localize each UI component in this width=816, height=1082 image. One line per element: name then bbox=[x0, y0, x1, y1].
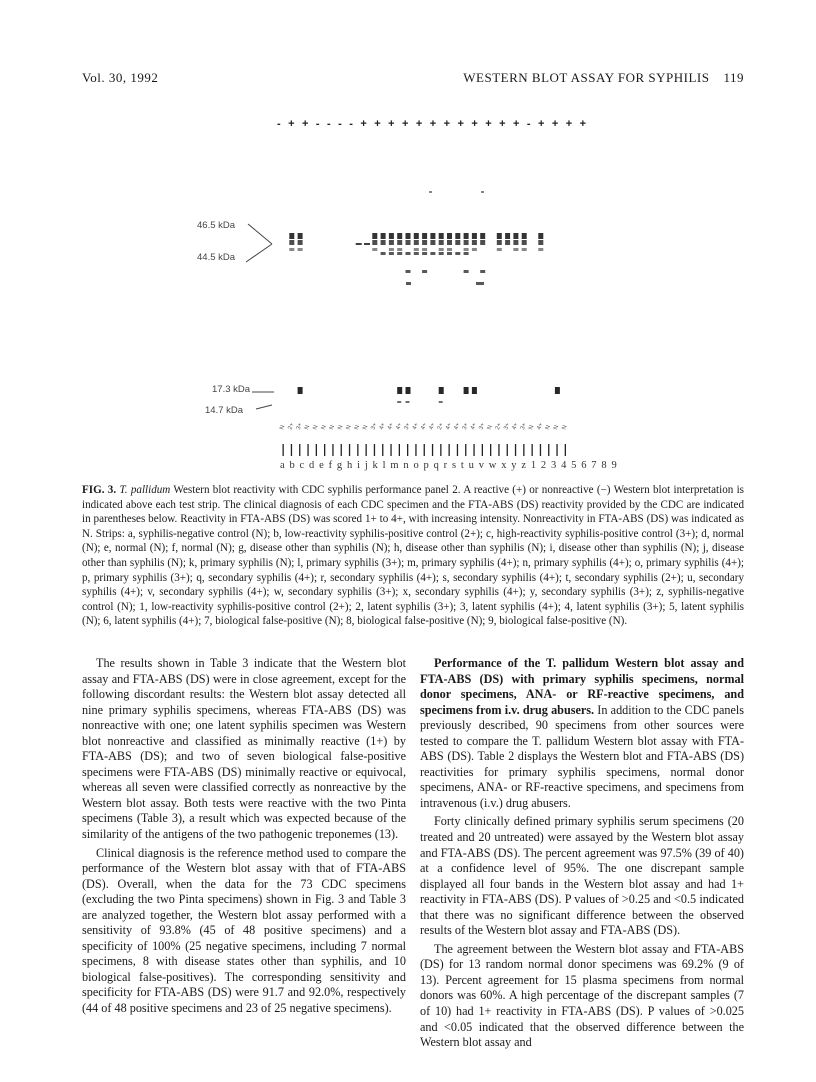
mw-label-46: 46.5 kDa bbox=[197, 220, 236, 231]
blot-band bbox=[538, 233, 543, 239]
strip-tick bbox=[374, 444, 375, 456]
blot-band bbox=[522, 240, 527, 245]
strip-tick bbox=[556, 444, 557, 456]
blot-band bbox=[298, 233, 303, 239]
blot-band bbox=[422, 270, 427, 273]
strip-reactivity-label: N bbox=[486, 424, 494, 431]
strip-reactivity-label: N bbox=[544, 424, 552, 431]
blot-band bbox=[497, 248, 502, 251]
strip-tick bbox=[307, 444, 308, 456]
strip-ticks bbox=[283, 444, 567, 456]
right-paragraph-3: The agreement between the Western blot assay and FTA-ABS (DS) for 13 random normal donor specimens was 69.2% (9 of 13). Percent agreement for 15 plasma specimens from normal donors was 60%. A high percentage of the discrepant samples (7 of 10) had 1+ reactivity in FTA-ABS (DS). P values of >0.025 and <0.05 indicated that the observed difference between the Western blot assay and bbox=[420, 941, 744, 1050]
strip-tick bbox=[357, 444, 358, 456]
mw-label-14: 14.7 kDa bbox=[205, 405, 244, 416]
strip-tick bbox=[366, 444, 367, 456]
blot-band bbox=[289, 240, 294, 245]
blot-band bbox=[481, 191, 484, 193]
blot-band bbox=[372, 240, 377, 245]
strip-reactivity-label: 4+ bbox=[387, 422, 396, 431]
blot-band bbox=[480, 233, 485, 239]
blot-band bbox=[372, 248, 377, 251]
blot-band bbox=[472, 248, 477, 251]
blot-band bbox=[298, 387, 303, 394]
strip-tick bbox=[440, 444, 441, 456]
strip-reactivity-label: 4+ bbox=[420, 422, 429, 431]
blot-band bbox=[555, 387, 560, 394]
blot-band bbox=[439, 240, 444, 245]
blot-band bbox=[476, 282, 484, 285]
strip-reactivity-label: 4+ bbox=[445, 422, 454, 431]
strip-tick bbox=[507, 444, 508, 456]
blot-band bbox=[513, 233, 518, 239]
blot-band bbox=[422, 240, 427, 245]
section-intro-text: In addition to the CDC panels previously described, 90 specimens from other sources were tested to compare the T. pallidum Western blot assay with FTA-ABS (DS). Table 2 displays the Western blot and FTA-ABS (DS) reactivities for primary syphilis specimens, normal donor specimens, ANA- or RF-reactive specimens, and specimens from intravenous (i.v.) drug abusers. bbox=[420, 702, 744, 810]
blot-band bbox=[464, 270, 469, 273]
blot-band bbox=[447, 240, 452, 245]
strip-tick bbox=[390, 444, 391, 456]
blot-band bbox=[513, 248, 518, 251]
blot-band bbox=[397, 233, 402, 239]
blot-band bbox=[538, 240, 543, 245]
blot-band bbox=[447, 248, 452, 251]
right-paragraph-2: Forty clinically defined primary syphilis serum specimens (20 treated and 20 untreated) were assayed by the Western blot assay and FTA-ABS (DS). The percent agreement was 97.5% (39 of 40) at a confidence level of 95%. The one discrepant sample displayed all four bands in the Western blot assay and had 1+ reactivity in FTA-ABS (DS). P values of >0.25 and <0.5 indicated that there was no significant difference between the observed results of the Western blot assay and FTA-ABS (DS). bbox=[420, 814, 744, 938]
blot-band bbox=[406, 387, 411, 394]
blot-band bbox=[406, 270, 411, 273]
blot-band bbox=[464, 252, 469, 255]
mw-pointer-lines-upper bbox=[246, 224, 272, 262]
strip-tick bbox=[399, 444, 400, 456]
strip-tick bbox=[565, 444, 566, 456]
strip-reactivity-label: 4+ bbox=[412, 422, 421, 431]
blot-band bbox=[289, 248, 294, 251]
strip-reactivity-label: 4+ bbox=[378, 422, 387, 431]
blot-band bbox=[397, 240, 402, 245]
blot-band bbox=[397, 248, 402, 251]
strip-tick bbox=[283, 444, 284, 456]
left-paragraph-1: The results shown in Table 3 indicate that the Western blot assay and FTA-ABS (DS) were in close agreement, except for the following discordant results: the Western blot assay detected all nine primary syphilis specimens, whereas FTA-ABS (DS) was nonreactive with one; one latent syphilis specimen was Western blot nonreactive and classified as minimally reactive (1+) by FTA-ABS (DS); and two of seven biological false-positive specimens were FTA-ABS (DS) minimally reactive or equivocal, whereas all seven were classified correctly as nonreactive by the Western blot assay. Both tests were reactive with the two Pinta specimens (Table 3), a result which was expected because of the similarity of the antigens of the two pathogenic treponemes (13). bbox=[82, 656, 406, 842]
journal-volume: Vol. 30, 1992 bbox=[82, 70, 159, 85]
strip-reactivity-label: N bbox=[528, 424, 536, 431]
blot-band bbox=[381, 233, 386, 239]
strip-tick bbox=[407, 444, 408, 456]
right-paragraph-1 bbox=[420, 656, 744, 811]
strip-reactivity-label: N bbox=[362, 424, 370, 431]
blot-band bbox=[497, 233, 502, 239]
blot-band bbox=[397, 387, 402, 394]
blot-band bbox=[389, 252, 394, 255]
strip-reactivity-label: 4+ bbox=[470, 422, 479, 431]
strip-reactivity-label: 4+ bbox=[428, 422, 437, 431]
strip-reactivity-label: 2+ bbox=[495, 422, 504, 431]
blot-band bbox=[472, 240, 477, 245]
strip-tick bbox=[465, 444, 466, 456]
blot-band bbox=[422, 233, 427, 239]
blot-band bbox=[289, 233, 294, 239]
strip-tick bbox=[540, 444, 541, 456]
strip-tick bbox=[332, 444, 333, 456]
blot-band bbox=[430, 252, 435, 255]
strip-reactivity-label: N bbox=[312, 424, 320, 431]
blot-band bbox=[439, 387, 444, 394]
strip-tick bbox=[291, 444, 292, 456]
blot-band bbox=[455, 252, 460, 255]
blot-band bbox=[480, 240, 485, 245]
running-title: WESTERN BLOT ASSAY FOR SYPHILIS bbox=[463, 70, 710, 85]
caption-species: T. pallidum bbox=[119, 484, 171, 496]
section-heading: Performance of the T. pallidum Western blot assay and FTA-ABS (DS) with primary syphilis specimens, normal donor specimens, ANA- or RF-reactive specimens, and specimens from i.v. drug abusers. bbox=[420, 656, 744, 717]
blot-band bbox=[455, 240, 460, 245]
blot-band bbox=[397, 252, 402, 255]
blot-band bbox=[298, 240, 303, 245]
strip-tick bbox=[299, 444, 300, 456]
blot-band bbox=[389, 233, 394, 239]
blot-band bbox=[439, 252, 444, 255]
blot-band bbox=[430, 240, 435, 245]
blot-band bbox=[397, 401, 401, 403]
caption-text: Western blot reactivity with CDC syphilis performance panel 2. A reactive (+) or nonreactive (−) Western blot interpretation is indicated above each test strip. The clinical diagnosis of each CDC specimen and the FTA-ABS (DS) reactivity provided by the CDC are indicated in parentheses below. Reactivity in FTA-ABS (DS) was scored 1+ to 4+, with increasing intensity. Nonreactivity in FTA-ABS (DS) was indicated as N. Strips: a, syphilis-negative control (N); b, low-reactivity syphilis-positive control (2+); c, high-reactivity syphilis-positive control (3+); d, normal (N); e, normal (N); f, normal (N); g, disease other than syphilis (N); h, disease other than syphilis (N); i, disease other than syphilis (N); j, disease other than syphilis (N); k, primary syphilis (N); l, primary syphilis (3+); m, primary syphilis (4+); n, primary syphilis (4+); o, primary syphilis (4+); p, primary syphilis (3+); q, secondary syphilis (4+); r, secondary syphilis (4+); s, secondary syphilis (4+); t, secondary syphilis (2+); u, secondary syphilis (4+); v, secondary syphilis (4+); w, secondary syphilis (3+); x, secondary syphilis (4+); y, secondary syphilis (3+); z, syphilis-negative control (N); 1, low-reactivity syphilis-positive control (2+); 2, latent syphilis (3+); 3, latent syphilis (4+); 4, latent syphilis (3+); 5, latent syphilis (N); 6, latent syphilis (4+); 7, biological false-positive (N); 8, biological false-positive (N); 9, biological false-positive (N). bbox=[82, 484, 744, 628]
left-column bbox=[82, 656, 406, 1017]
strip-reactivity-label: 3+ bbox=[519, 422, 528, 431]
strip-tick bbox=[349, 444, 350, 456]
strip-tick bbox=[482, 444, 483, 456]
blot-band bbox=[372, 233, 377, 239]
strip-letters: a b c d e f g h i j k l m n o p q r s t u v w x y z 1 2 3 4 5 6 7 8 9 bbox=[280, 460, 618, 471]
strip-reactivity-label: N bbox=[329, 424, 337, 431]
reactivity-marks: - + + - - - - + + + + + + + + + + + + - + + + + bbox=[277, 118, 589, 130]
blot-band bbox=[480, 270, 485, 273]
blot-band bbox=[455, 233, 460, 239]
mw-label-44: 44.5 kDa bbox=[197, 252, 236, 263]
mw-pointer-lines-lower bbox=[252, 392, 274, 409]
strip-reactivity-label: 4+ bbox=[511, 422, 520, 431]
blot-band bbox=[356, 243, 362, 245]
blot-band bbox=[406, 282, 411, 285]
blot-band bbox=[439, 248, 444, 251]
blot-band bbox=[381, 240, 386, 245]
blot-band bbox=[414, 240, 419, 245]
strip-tick bbox=[415, 444, 416, 456]
blot-band bbox=[406, 233, 411, 239]
strip-reactivity-label: N bbox=[337, 424, 345, 431]
mw-label-17: 17.3 kDa bbox=[212, 384, 251, 395]
strip-reactivity-labels bbox=[279, 422, 568, 431]
blot-band bbox=[464, 233, 469, 239]
blot-band bbox=[522, 248, 527, 251]
strip-tick bbox=[515, 444, 516, 456]
caption-label: FIG. 3. bbox=[82, 484, 117, 496]
strip-reactivity-label: 3+ bbox=[403, 422, 412, 431]
strip-reactivity-label: 3+ bbox=[461, 422, 470, 431]
strip-reactivity-label: N bbox=[561, 424, 569, 431]
blot-band bbox=[389, 240, 394, 245]
blot-band bbox=[439, 401, 443, 403]
right-column bbox=[420, 656, 744, 1051]
strip-tick bbox=[341, 444, 342, 456]
strip-tick bbox=[449, 444, 450, 456]
blot-band bbox=[513, 240, 518, 245]
blot-band bbox=[406, 252, 411, 255]
blot-band bbox=[389, 248, 394, 251]
strip-reactivity-label: 3+ bbox=[295, 422, 304, 431]
blot-band bbox=[538, 248, 543, 251]
strip-reactivity-label: 4+ bbox=[453, 422, 462, 431]
page-number: 119 bbox=[723, 70, 744, 85]
strip-tick bbox=[473, 444, 474, 456]
strip-reactivity-label: 3+ bbox=[370, 422, 379, 431]
strip-tick bbox=[548, 444, 549, 456]
blot-band bbox=[464, 248, 469, 251]
blot-band bbox=[447, 252, 452, 255]
blot-band bbox=[422, 252, 427, 255]
blot-band bbox=[414, 252, 419, 255]
western-blot-figure bbox=[0, 0, 816, 480]
strip-reactivity-label: 2+ bbox=[287, 422, 296, 431]
strip-reactivity-label: N bbox=[304, 424, 312, 431]
strip-tick bbox=[523, 444, 524, 456]
strip-reactivity-label: N bbox=[279, 424, 287, 431]
western-blot-bands bbox=[289, 191, 560, 403]
blot-band bbox=[505, 233, 510, 239]
blot-band bbox=[429, 191, 432, 193]
blot-band bbox=[472, 233, 477, 239]
blot-band bbox=[430, 233, 435, 239]
blot-band bbox=[505, 240, 510, 245]
left-paragraph-2: Clinical diagnosis is the reference method used to compare the performance of the Western blot assay with that of FTA-ABS (DS). Overall, when the data for the 73 CDC specimens (excluding the two Pinta specimens) shown in Fig. 3 and Table 3 are analyzed together, the Western blot assay performed with a sensitivity of 93.8% (45 of 48 positive specimens) and a specificity of 100% (25 negative specimens, including 7 normal specimens, 8 with disease states other than syphilis, and 10 biological false-positives). The corresponding sensitivity and specificity for FTA-ABS (DS) were 91.7 and 92.0%, respectively (44 of 48 positive specimens and 23 of 25 negative specimens). bbox=[82, 845, 406, 1016]
figure-caption bbox=[82, 483, 744, 629]
strip-reactivity-label: 2+ bbox=[436, 422, 445, 431]
strip-tick bbox=[424, 444, 425, 456]
blot-band bbox=[422, 248, 427, 251]
blot-band bbox=[464, 240, 469, 245]
blot-band bbox=[414, 248, 419, 251]
blot-band bbox=[439, 233, 444, 239]
strip-tick bbox=[382, 444, 383, 456]
blot-band bbox=[497, 240, 502, 245]
blot-band bbox=[464, 387, 469, 394]
blot-band bbox=[472, 387, 477, 394]
strip-tick bbox=[432, 444, 433, 456]
strip-tick bbox=[532, 444, 533, 456]
blot-band bbox=[522, 233, 527, 239]
strip-reactivity-label: 4+ bbox=[536, 422, 545, 431]
blot-band bbox=[298, 248, 303, 251]
strip-reactivity-label: N bbox=[353, 424, 362, 431]
strip-tick bbox=[316, 444, 317, 456]
blot-band bbox=[406, 401, 410, 403]
blot-band bbox=[414, 233, 419, 239]
strip-tick bbox=[457, 444, 458, 456]
strip-reactivity-label: 3+ bbox=[478, 422, 487, 431]
blot-band bbox=[447, 233, 452, 239]
strip-tick bbox=[490, 444, 491, 456]
strip-tick bbox=[324, 444, 325, 456]
blot-band bbox=[364, 243, 370, 245]
blot-band bbox=[406, 240, 411, 245]
strip-tick bbox=[498, 444, 499, 456]
blot-band bbox=[381, 252, 386, 255]
strip-reactivity-label: N bbox=[320, 424, 328, 431]
strip-reactivity-label: 4+ bbox=[395, 422, 404, 431]
strip-reactivity-label: N bbox=[345, 424, 353, 431]
strip-reactivity-label: N bbox=[553, 424, 561, 431]
strip-reactivity-label: 3+ bbox=[503, 422, 512, 431]
